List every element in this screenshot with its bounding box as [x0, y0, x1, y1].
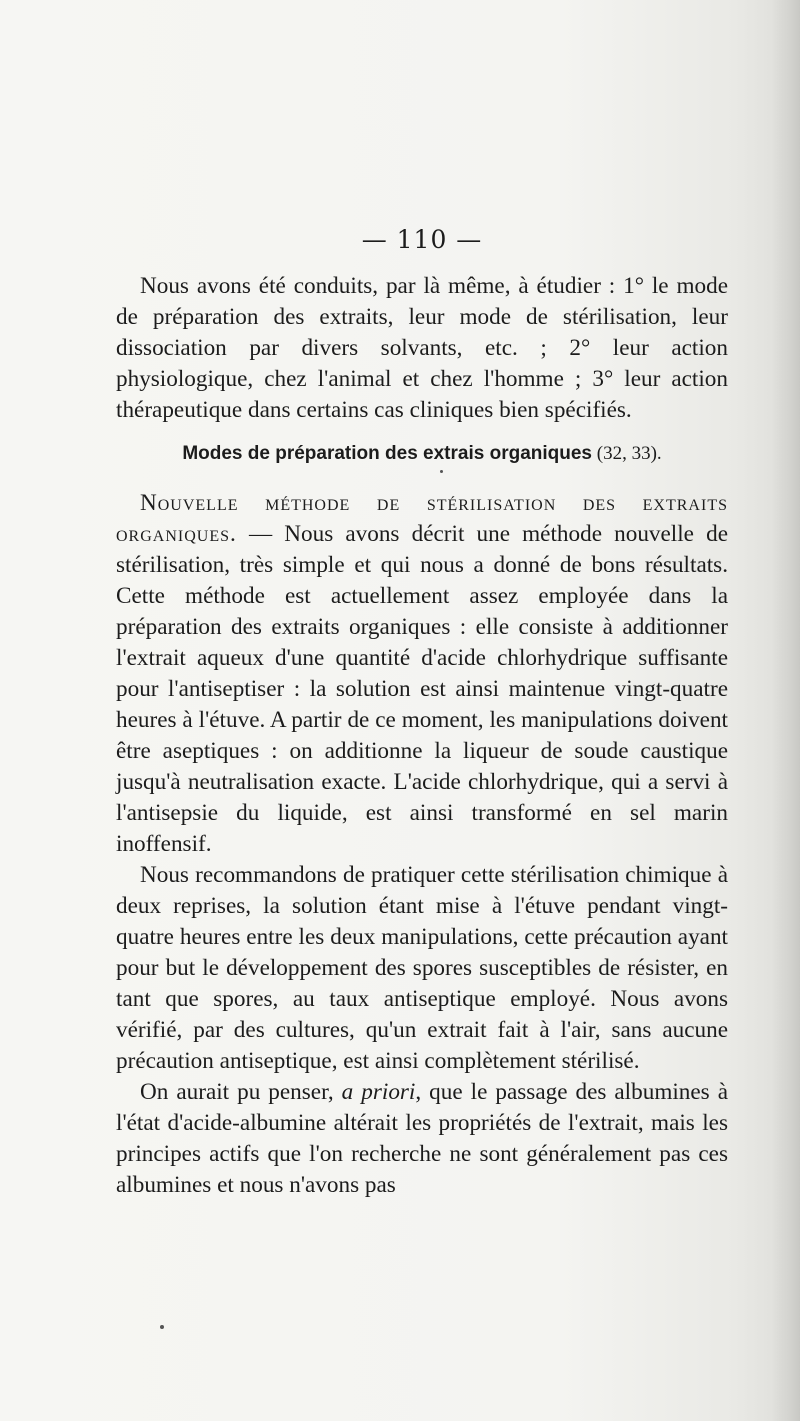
paragraph-a-priori: [116, 1077, 728, 1201]
paragraph-intro: Nous avons été conduits, par là même, à étudier : 1° le mode de préparation des extraits, leur mode de stérilisation, leur dissociation par divers solvants, etc. ; 2° leur action physiologique, chez l'animal et chez l'homme ; 3° leur action thérapeutique dans certains cas cliniques bien spécifiés.: [116, 273, 728, 423]
section-heading-title: Modes de préparation des extrais organiques: [182, 443, 592, 464]
page-spine-shadow: [772, 0, 800, 1421]
paragraph-a-priori-before: On aurait pu penser,: [140, 1079, 342, 1105]
paragraph-a-priori-after: , que le passage des albumines à l'état d'acide-albumine altérait les propriétés de l'extrait, mais les principes actifs que l'on recherche ne sont généralement pas ces albumines et nous n'avons pas: [116, 1079, 728, 1198]
paragraph-sterilisation-body: — Nous avons décrit une méthode nouvelle de stérilisation, très simple et qui nous a donné de bons résultats. Cette méthode est actuellement assez employée dans la préparation des extraits organiques : elle consiste à additionner l'extrait aqueux d'une quantité d'acide chlorhydrique suffisante pour l'antiseptiser : la solution est ainsi maintenue vingt-quatre heures à l'étuve. A partir de ce moment, les manipulations doivent être aseptiques : on additionne la liqueur de soude caustique jusqu'à neutralisation exacte. L'acide chlorhydrique, qui a servi à l'antisepsie du liquide, est ainsi transformé en sel marin inoffensif.: [116, 521, 728, 857]
paragraph-recommendation: Nous recommandons de pratiquer cette stérilisation chimique à deux reprises, la solution étant mise à l'étuve pendant vingt-quatre heures entre les deux manipulations, cette précaution ayant pour but le développement des spores susceptibles de résister, en tant que spores, au taux antiseptique employé. Nous avons vérifié, par des cultures, qu'un extrait fait à l'air, sans aucune précaution antiseptique, est ainsi complètement stérilisé.: [116, 862, 728, 1074]
paragraph-sterilisation: [116, 488, 728, 860]
text-block: [116, 223, 728, 1201]
print-speck: [160, 1325, 164, 1329]
section-heading-refs: (32, 33).: [592, 443, 662, 464]
page-number: — 110 —: [361, 225, 483, 254]
print-speck: [440, 470, 443, 473]
paragraph-lead-smallcaps: Nouvelle méthode de stérilisation des extraits organiques.: [116, 490, 728, 547]
section-heading: [116, 440, 728, 468]
paragraph-a-priori-italic: a priori: [341, 1079, 416, 1105]
